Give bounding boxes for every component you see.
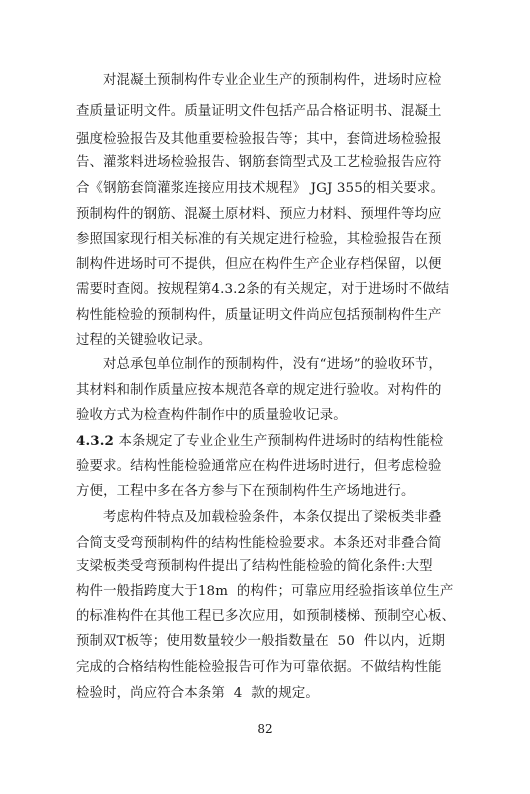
paragraph-1-line-6: 预制构件的钢筋、混凝土原材料、预应力材料、预埋件等均应 bbox=[76, 207, 442, 222]
clause-4-3-2-line-2: 验要求。结构性能检验通常应在构件进场时进行，但考虑检验 bbox=[76, 459, 442, 474]
paragraph-4-line-1: 考虑构件特点及加载检验条件，本条仅提出了梁板类非叠 bbox=[103, 510, 442, 525]
paragraph-4-line-2: 合简支受弯预制构件的结构性能检验要求。本条还对非叠合简 bbox=[76, 536, 442, 551]
paragraph-2-line-1: 对总承包单位制作的预制构件，没有“进场”的验收环节， bbox=[103, 357, 442, 372]
paragraph-1-line-1: 对混凝土预制构件专业企业生产的预制构件，进场时应检 bbox=[103, 73, 442, 88]
paragraph-4-line-4: 构件一般指跨度大于18m 的构件；可靠应用经验指该单位生产 bbox=[76, 584, 454, 599]
paragraph-1-line-10: 构性能检验的预制构件，质量证明文件尚应包括预制构件生产 bbox=[76, 308, 442, 323]
paragraph-1-line-5: 合《钢筋套筒灌浆连接应用技术规程》 JGJ 355的相关要求。 bbox=[76, 181, 445, 196]
clause-number: 4.3.2 bbox=[76, 433, 115, 449]
page-number: 82 bbox=[257, 722, 273, 736]
paragraph-1-line-11: 过程的关键验收记录。 bbox=[76, 333, 212, 348]
paragraph-1-line-3: 强度检验报告及其他重要检验报告等；其中，套筒进场检验报 bbox=[76, 132, 442, 147]
paragraph-4-line-6: 预制双T板等；使用数量较少一般指数量在 50 件以内，近期 bbox=[76, 634, 446, 649]
paragraph-1-line-9: 需要时查阅。按规程第4.3.2条的有关规定，对于进场时不做结 bbox=[76, 282, 450, 297]
clause-text: 本条规定了专业企业生产预制构件进场时的结构性能检 bbox=[114, 434, 444, 449]
paragraph-1-line-8: 制构件进场时可不提供，但应在构件生产企业存档保留，以便 bbox=[76, 257, 442, 272]
paragraph-4-line-5: 的标准构件在其他工程已多次应用，如预制楼梯、预制空心板、 bbox=[76, 609, 456, 624]
paragraph-2-line-2: 其材料和制作质量应按本规范各章的规定进行验收。对构件的 bbox=[76, 383, 442, 398]
paragraph-4-line-8: 检验时，尚应符合本条第 4 款的规定。 bbox=[76, 686, 319, 701]
clause-4-3-2-line-3: 方便，工程中多在各方参与下在预制构件生产场地进行。 bbox=[76, 484, 415, 499]
clause-4-3-2-line-1 bbox=[76, 433, 443, 450]
paragraph-1-line-4: 告、灌浆料进场检验报告、钢筋套筒型式及工艺检验报告应符 bbox=[76, 155, 442, 170]
paragraph-1-line-2: 查质量证明文件。质量证明文件包括产品合格证明书、混凝土 bbox=[76, 104, 442, 119]
paragraph-4-line-3: 支梁板类受弯预制构件提出了结构性能检验的简化条件:大型 bbox=[76, 559, 433, 574]
paragraph-2-line-3: 验收方式为检查构件制作中的质量验收记录。 bbox=[76, 408, 347, 423]
paragraph-1-line-7: 参照国家现行相关标准的有关规定进行检验，其检验报告在预 bbox=[76, 232, 442, 247]
paragraph-4-line-7: 完成的合格结构性能检验报告可作为可靠依据。不做结构性能 bbox=[76, 660, 442, 675]
